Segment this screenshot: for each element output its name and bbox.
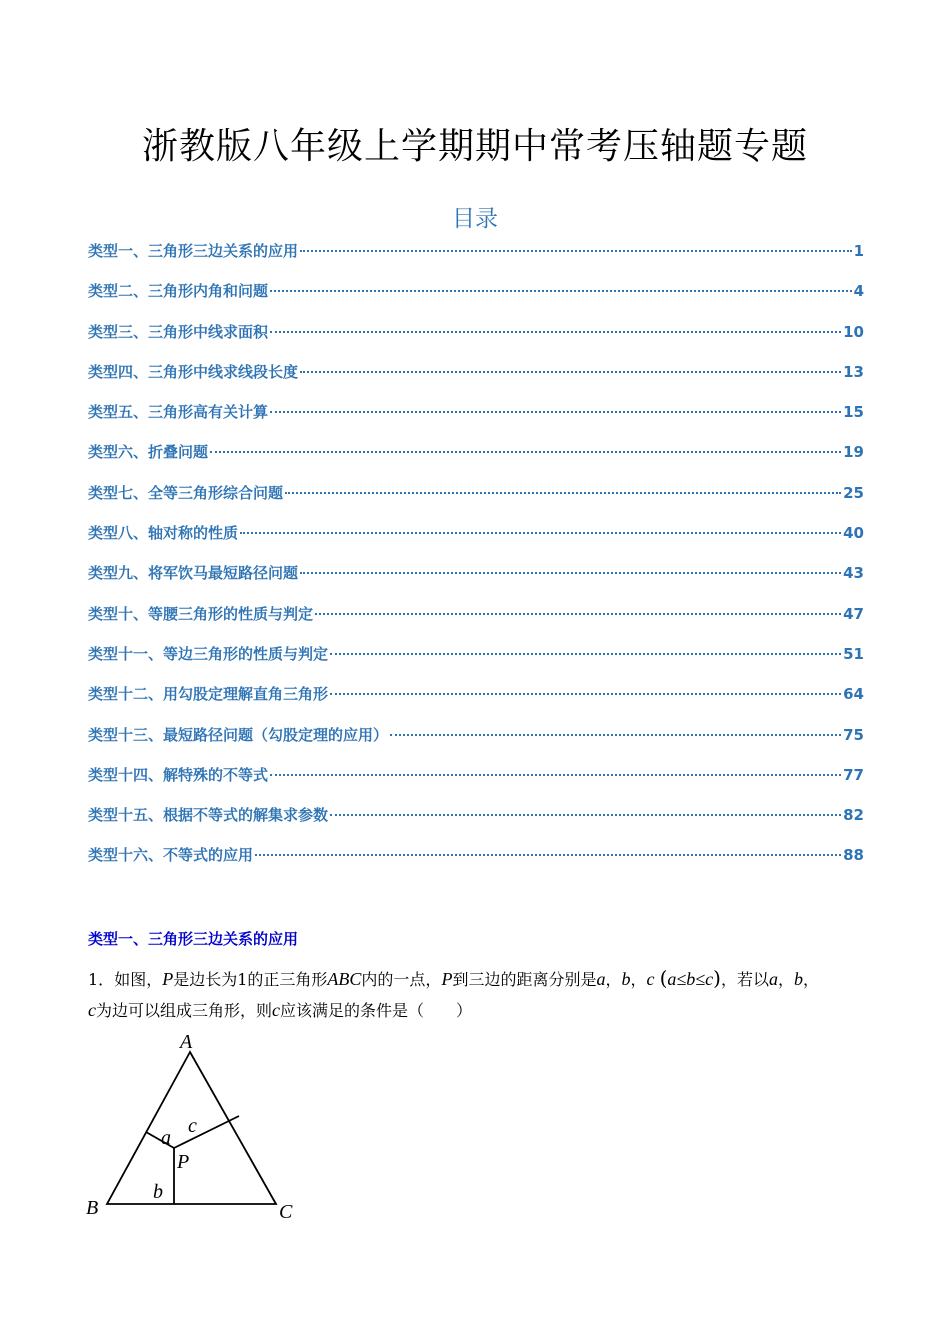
toc-entry[interactable] <box>88 802 864 842</box>
math-var: P <box>441 969 453 989</box>
toc-dot-leader <box>330 814 841 816</box>
toc-entry-page: 19 <box>843 443 864 462</box>
toc-entry-page: 64 <box>843 685 864 704</box>
toc-entry[interactable] <box>88 641 864 681</box>
toc-dot-leader <box>300 371 841 373</box>
question-text: ， <box>777 970 794 989</box>
toc-entry-page: 10 <box>843 322 864 341</box>
question-line-2 <box>88 998 472 1023</box>
vertex-label-a: A <box>180 1031 193 1053</box>
toc-entry[interactable] <box>88 681 864 721</box>
toc-dot-leader <box>270 331 841 333</box>
toc-dot-leader <box>285 492 841 494</box>
toc-entry-page: 40 <box>843 524 864 543</box>
toc-entry[interactable] <box>88 762 864 802</box>
math-var: b <box>621 969 631 989</box>
question-number: 1． <box>88 970 115 989</box>
toc-entry[interactable] <box>88 560 864 600</box>
toc-heading: 目录 <box>452 206 498 232</box>
question-text: ， <box>630 970 647 989</box>
math-inequality: a≤b≤c <box>667 969 714 989</box>
toc-entry-label: 类型十三、最短路径问题（勾股定理的应用） <box>88 725 389 744</box>
toc-entry[interactable] <box>88 842 864 882</box>
table-of-contents <box>88 238 864 883</box>
toc-dot-leader <box>270 290 852 292</box>
math-var: c <box>88 1000 96 1020</box>
toc-dot-leader <box>330 653 841 655</box>
math-num: 1 <box>237 970 248 989</box>
document-title: 浙教版八年级上学期期中常考压轴题专题 <box>141 126 808 167</box>
toc-dot-leader <box>330 693 841 695</box>
math-var: ABC <box>327 969 362 989</box>
toc-entry[interactable] <box>88 399 864 439</box>
question-text: 内的一点， <box>361 970 442 989</box>
toc-entry-page: 13 <box>843 362 864 381</box>
toc-dot-leader <box>270 411 841 413</box>
toc-entry[interactable] <box>88 722 864 762</box>
question-text: ，若以 <box>720 970 769 989</box>
toc-entry[interactable] <box>88 439 864 479</box>
vertex-label-c: C <box>279 1201 293 1223</box>
point-label-p: P <box>177 1151 190 1173</box>
toc-entry[interactable] <box>88 359 864 399</box>
perpendicular-c <box>174 1116 239 1148</box>
math-var: a <box>768 969 778 989</box>
toc-entry-label: 类型十六、不等式的应用 <box>88 846 254 865</box>
toc-dot-leader <box>300 250 852 252</box>
toc-entry-label: 类型三、三角形中线求面积 <box>88 322 269 341</box>
question-text: 如图， <box>114 970 163 989</box>
toc-entry-label: 类型二、三角形内角和问题 <box>88 282 269 301</box>
toc-entry-page: 25 <box>843 483 864 502</box>
math-var: c <box>646 969 655 989</box>
question-line-1 <box>88 966 819 992</box>
toc-entry-label: 类型七、全等三角形综合问题 <box>88 483 284 502</box>
toc-entry-page: 47 <box>843 604 864 623</box>
question-text: 的正三角形 <box>247 970 328 989</box>
toc-dot-leader <box>315 613 841 615</box>
toc-entry-label: 类型六、折叠问题 <box>88 443 209 462</box>
toc-entry-label: 类型九、将军饮马最短路径问题 <box>88 564 299 583</box>
toc-entry-page: 15 <box>843 403 864 422</box>
toc-dot-leader <box>270 774 841 776</box>
toc-entry-label: 类型十二、用勾股定理解直角三角形 <box>88 685 329 704</box>
vertex-label-b: B <box>86 1197 99 1219</box>
toc-entry-page: 4 <box>853 282 864 301</box>
toc-entry[interactable] <box>88 238 864 278</box>
toc-dot-leader <box>255 854 841 856</box>
toc-entry-label: 类型十、等腰三角形的性质与判定 <box>88 604 314 623</box>
toc-dot-leader <box>210 451 841 453</box>
toc-entry[interactable] <box>88 278 864 318</box>
toc-entry[interactable] <box>88 601 864 641</box>
toc-dot-leader <box>240 532 841 534</box>
math-var: b <box>793 969 803 989</box>
toc-entry[interactable] <box>88 520 864 560</box>
toc-dot-leader <box>300 572 841 574</box>
math-var: P <box>162 969 174 989</box>
question-text: 是边长为 <box>173 970 238 989</box>
math-var: c <box>272 1000 281 1020</box>
math-var: a <box>596 969 606 989</box>
toc-entry-label: 类型一、三角形三边关系的应用 <box>88 242 299 260</box>
toc-entry-page: 82 <box>843 806 864 825</box>
toc-entry-page: 43 <box>843 564 864 583</box>
math-paren: ) <box>713 966 721 990</box>
toc-entry-label: 类型十五、根据不等式的解集求参数 <box>88 806 329 825</box>
question-text: 到三边的距离分别是 <box>452 970 597 989</box>
toc-entry-label: 类型五、三角形高有关计算 <box>88 403 269 422</box>
toc-entry-label: 类型十一、等边三角形的性质与判定 <box>88 644 329 663</box>
toc-entry[interactable] <box>88 319 864 359</box>
toc-entry-label: 类型十四、解特殊的不等式 <box>88 765 269 784</box>
toc-entry-label: 类型四、三角形中线求线段长度 <box>88 362 299 381</box>
question-text: 应该满足的条件是（ ） <box>280 1001 473 1020</box>
toc-entry-page: 51 <box>843 644 864 663</box>
toc-entry-page: 1 <box>853 242 864 260</box>
distance-label-c: c <box>188 1115 197 1137</box>
toc-entry-page: 77 <box>843 765 864 784</box>
toc-entry-label: 类型八、轴对称的性质 <box>88 524 239 543</box>
toc-dot-leader <box>390 734 841 736</box>
toc-entry[interactable] <box>88 480 864 520</box>
triangle-figure <box>80 1028 310 1228</box>
distance-label-a: a <box>161 1127 171 1149</box>
question-text: ， <box>802 970 819 989</box>
toc-entry-page: 75 <box>843 725 864 744</box>
toc-entry-page: 88 <box>843 846 864 865</box>
math-paren: ( <box>659 966 668 990</box>
question-text: ， <box>605 970 622 989</box>
distance-label-b: b <box>153 1181 163 1203</box>
section-heading: 类型一、三角形三边关系的应用 <box>88 930 299 948</box>
question-text: 为边可以组成三角形，则 <box>96 1001 273 1020</box>
